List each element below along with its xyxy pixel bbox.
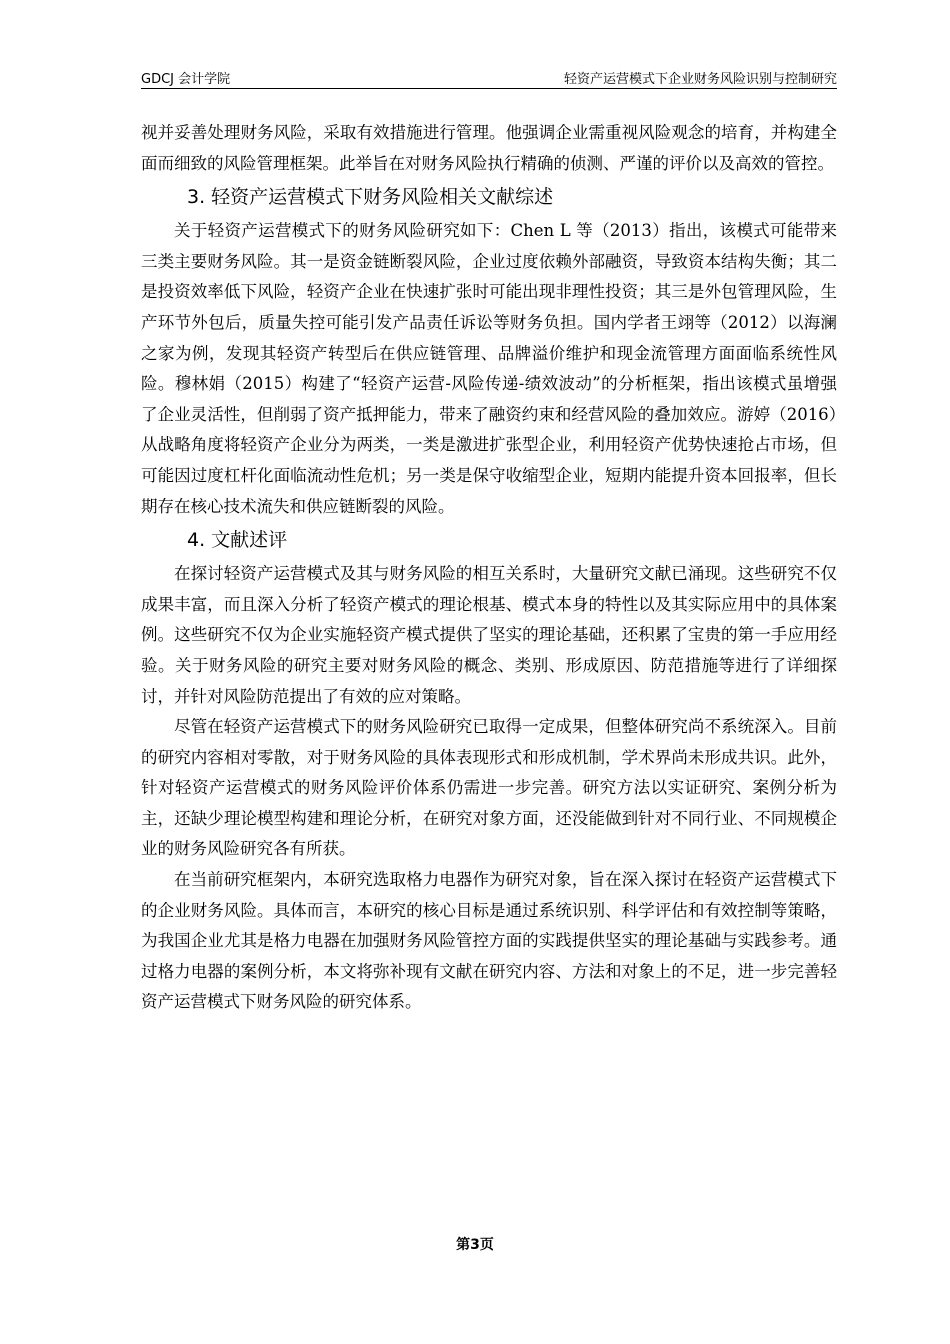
paragraph-commentary-3: 在当前研究框架内，本研究选取格力电器作为研究对象，旨在深入探讨在轻资产运营模式下的企业财务风险。具体而言，本研究的核心目标是通过系统识别、科学评估和有效控制等策略，为我国企业尤其是格力电器在加强财务风险管控方面的实践提供坚实的理论基础与实践参考。通过格力电器的案例分析，本文将弥补现有文献在研究内容、方法和对象上的不足，进一步完善轻资产运营模式下财务风险的研究体系。: [141, 870, 837, 1012]
paragraph-commentary-1: 在探讨轻资产运营模式及其与财务风险的相互关系时，大量研究文献已涌现。这些研究不仅成果丰富，而且深入分析了轻资产模式的理论根基、模式本身的特性以及其实际应用中的具体案例。这些研究不仅为企业实施轻资产模式提供了坚实的理论基础，还积累了宝贵的第一手应用经验。关于财务风险的研究主要对财务风险的概念、类别、形成原因、防范措施等进行了详细探讨，并针对风险防范提出了有效的应对策略。: [141, 564, 837, 706]
page-header: [141, 66, 837, 89]
section-heading-4: 4. 文献述评: [187, 529, 288, 552]
page-number: 第3页: [456, 1237, 494, 1253]
header-school: GDCJ 会计学院: [141, 72, 231, 87]
page-body: [141, 118, 837, 1018]
paragraph-commentary-2: 尽管在轻资产运营模式下的财务风险研究已取得一定成果，但整体研究尚不系统深入。目前的研究内容相对零散，对于财务风险的具体表现形式和形成机制，学术界尚未形成共识。此外，针对轻资产运营模式的财务风险评价体系仍需进一步完善。研究方法以实证研究、案例分析为主，还缺少理论模型构建和理论分析，在研究对象方面，还没能做到针对不同行业、不同规模企业的财务风险研究各有所获。: [141, 717, 837, 859]
section-heading-3: 3. 轻资产运营模式下财务风险相关文献综述: [187, 186, 554, 209]
paragraph-literature-review: 关于轻资产运营模式下的财务风险研究如下：Chen L 等（2013）指出，该模式可能带来三类主要财务风险。其一是资金链断裂风险，企业过度依赖外部融资，导致资本结构失衡；其二是投资效率低下风险，轻资产企业在快速扩张时可能出现非理性投资；其三是外包管理风险，生产环节外包后，质量失控可能引发产品责任诉讼等财务负担。国内学者王翊等（2012）以海澜之家为例，发现其轻资产转型后在供应链管理、品牌溢价维护和现金流管理方面面临系统性风险。穆林娟（2015）构建了“轻资产运营-风险传递-绩效波动”的分析框架，指出该模式虽增强了企业灵活性，但削弱了资产抵押能力，带来了融资约束和经营风险的叠加效应。游婷（2016）从战略角度将轻资产企业分为两类，一类是激进扩张型企业，利用轻资产优势快速抢占市场，但可能因过度杠杆化面临流动性危机；另一类是保守收缩型企业，短期内能提升资本回报率，但长期存在核心技术流失和供应链断裂的风险。: [141, 221, 837, 516]
paragraph-continued: 视并妥善处理财务风险，采取有效措施进行管理。他强调企业需重视风险观念的培育，并构建全面而细致的风险管理框架。此举旨在对财务风险执行精确的侦测、严谨的评价以及高效的管控。: [141, 123, 837, 173]
header-title: 轻资产运营模式下企业财务风险识别与控制研究: [563, 72, 837, 87]
